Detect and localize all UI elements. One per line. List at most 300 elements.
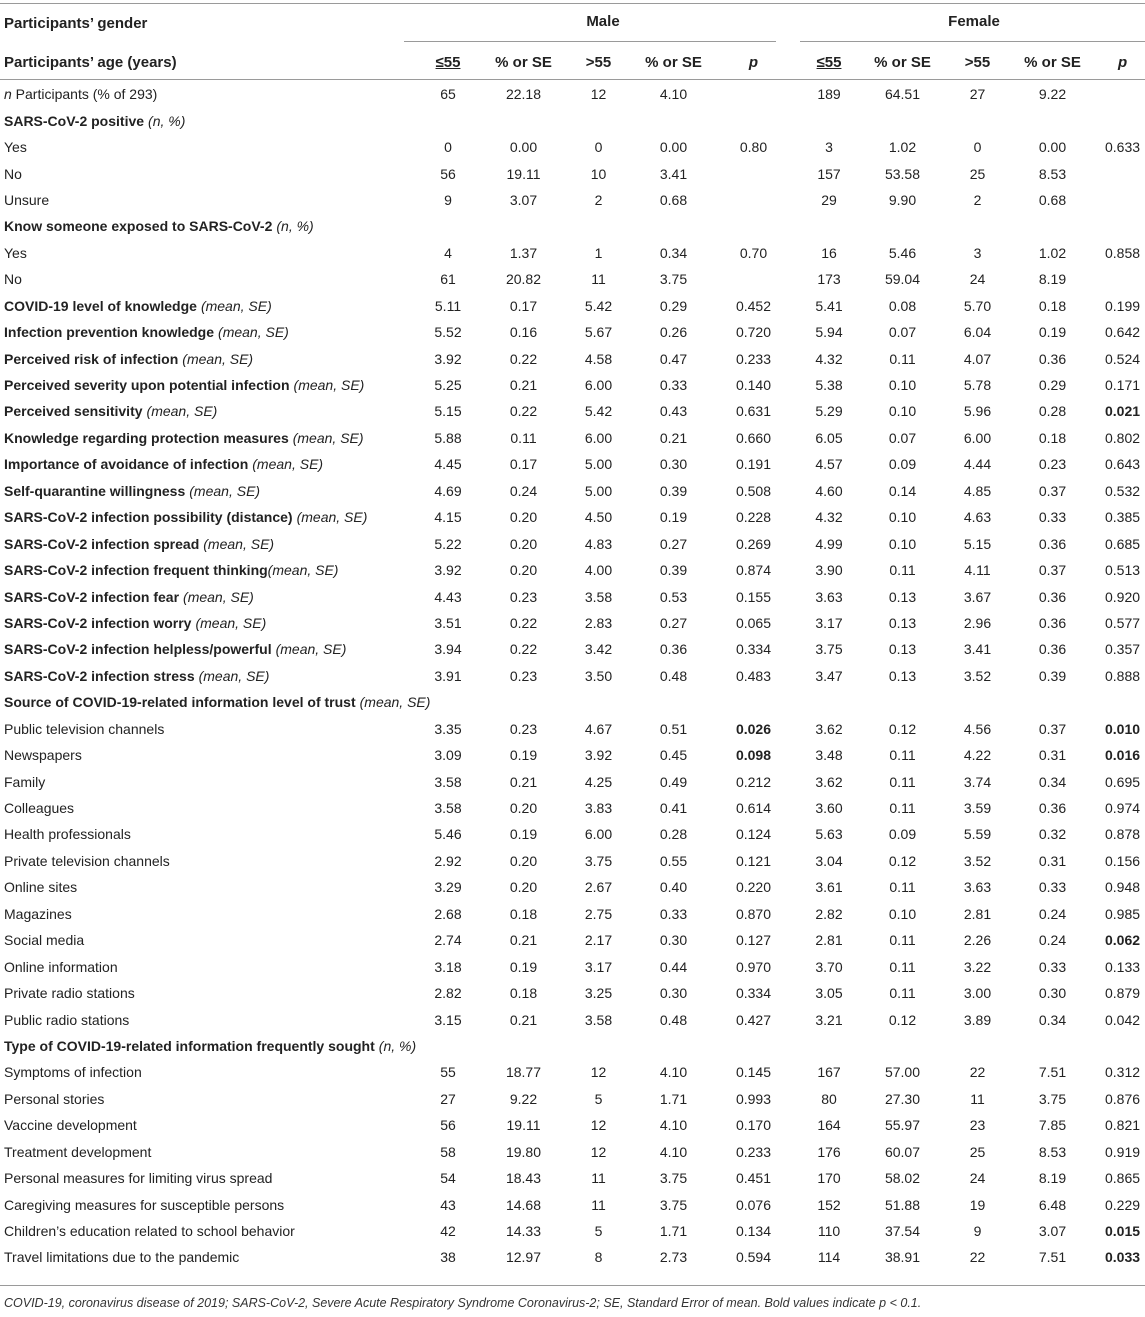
male-cell: 55	[440, 1064, 456, 1081]
female-cell: 0.13	[888, 667, 917, 684]
female-cell: 0.12	[888, 1011, 917, 1028]
male-cell: 0.00	[659, 139, 688, 156]
male-cell: 0.29	[659, 297, 688, 314]
female-cell: 0.33	[1038, 958, 1067, 975]
female-cell: 5.29	[815, 403, 843, 420]
female-cell: 0.229	[1105, 1196, 1141, 1213]
female-cell: 0.34	[1038, 773, 1067, 790]
female-cell: 0.33	[1038, 509, 1067, 526]
row-label: Social media	[4, 932, 85, 949]
male-cell: 0.228	[735, 509, 772, 526]
male-cell: 0.427	[735, 1011, 772, 1028]
female-cell: 0.10	[888, 377, 917, 394]
table-row	[0, 451, 1145, 477]
female-cell: 0.876	[1105, 1090, 1141, 1107]
female-cell: 0.11	[889, 350, 916, 367]
table-row	[0, 1086, 1145, 1112]
male-cell: 5.11	[434, 297, 462, 314]
female-col-pct1: % or SE	[874, 53, 931, 71]
male-cell: 0.334	[735, 985, 772, 1002]
male-cell: 3.58	[434, 773, 462, 790]
female-cell: 8.19	[1038, 271, 1067, 288]
male-cell: 0.451	[735, 1170, 772, 1187]
female-cell: 0.532	[1105, 482, 1141, 499]
row-label: No	[4, 165, 22, 182]
table-row	[0, 293, 1145, 319]
male-cell: 0.55	[659, 852, 688, 869]
male-cell: 3.29	[434, 879, 462, 896]
row-label: Private radio stations	[4, 985, 135, 1002]
male-group-rule	[404, 41, 776, 42]
male-cell: 14.33	[505, 1223, 542, 1240]
female-cell: 0.312	[1105, 1064, 1141, 1081]
table-top-rule	[0, 3, 1145, 4]
male-cell: 0.874	[735, 562, 772, 579]
male-cell: 1.37	[509, 244, 538, 261]
male-cell: 0.170	[735, 1117, 772, 1134]
male-cell: 0.660	[735, 429, 772, 446]
male-cell: 0.212	[735, 773, 772, 790]
female-cell: 3.75	[815, 641, 843, 658]
female-cell: 0.36	[1038, 535, 1067, 552]
male-cell: 3.75	[659, 1170, 688, 1187]
female-cell: 0.07	[888, 324, 917, 341]
male-cell: 5.42	[584, 297, 613, 314]
male-cell: 0.19	[659, 509, 688, 526]
male-cell: 43	[440, 1196, 456, 1213]
female-cell: 2.81	[963, 905, 992, 922]
female-cell: 0.11	[889, 879, 916, 896]
female-cell: 0.11	[889, 800, 916, 817]
male-cell: 0.20	[509, 509, 538, 526]
female-cell: 0.39	[1038, 667, 1067, 684]
male-cell: 3.58	[584, 588, 613, 605]
male-cell: 5.15	[434, 403, 462, 420]
male-cell: 0	[444, 139, 452, 156]
female-col-gt55: >55	[964, 53, 991, 71]
male-cell: 0.334	[735, 641, 772, 658]
female-cell: 0.577	[1105, 614, 1141, 631]
female-cell: 0.13	[888, 641, 917, 658]
female-cell: 25	[969, 165, 986, 182]
female-cell: 3.52	[963, 667, 992, 684]
female-cell	[1100, 160, 1145, 186]
male-cell: 3.92	[434, 350, 462, 367]
male-cell: 0.065	[735, 614, 772, 631]
table-row	[0, 1244, 1145, 1270]
female-cell: 0.11	[889, 985, 916, 1002]
female-cell: 170	[817, 1170, 841, 1187]
male-cell: 18.77	[505, 1064, 542, 1081]
male-cell: 0.191	[735, 456, 772, 473]
male-cell: 2.83	[584, 614, 613, 631]
female-cell: 9.90	[888, 191, 917, 208]
table-row	[0, 1139, 1145, 1165]
male-cell: 0.026	[735, 720, 772, 737]
male-cell: 2.75	[584, 905, 613, 922]
female-cell: 0.919	[1105, 1143, 1141, 1160]
male-col-p: p	[748, 53, 759, 71]
female-cell: 9.22	[1038, 86, 1067, 103]
table-row	[0, 953, 1145, 979]
female-cell: 0.695	[1105, 773, 1141, 790]
female-cell: 0.08	[888, 297, 917, 314]
female-cell: 4.07	[963, 350, 992, 367]
male-cell: 3.07	[509, 191, 538, 208]
male-cell: 0.098	[735, 747, 772, 764]
table-row	[0, 557, 1145, 583]
male-cell: 5.67	[584, 324, 613, 341]
male-cell: 3.09	[434, 747, 462, 764]
female-cell: 3.62	[815, 773, 843, 790]
male-cell	[721, 187, 786, 213]
male-cell: 0.44	[659, 958, 688, 975]
female-cell: 3.61	[815, 879, 843, 896]
row-label: Type of COVID-19-related information frequently sought (n, %)	[4, 1037, 417, 1054]
female-cell: 4.22	[963, 747, 992, 764]
male-cell: 6.00	[584, 429, 613, 446]
male-cell: 5.22	[434, 535, 462, 552]
female-cell: 0	[973, 139, 982, 156]
female-cell: 0.13	[888, 614, 917, 631]
female-cell: 19	[969, 1196, 986, 1213]
row-label: Symptoms of infection	[4, 1064, 142, 1081]
female-cell: 7.85	[1038, 1117, 1067, 1134]
female-group-rule	[800, 41, 1145, 42]
male-cell: 4.83	[584, 535, 613, 552]
row-label: Infection prevention knowledge (mean, SE)	[4, 324, 289, 341]
row-label: Know someone exposed to SARS-CoV-2 (n, %)	[4, 218, 314, 235]
male-cell: 0.27	[659, 614, 688, 631]
male-cell: 6.00	[584, 377, 613, 394]
female-col-le55: ≤55	[816, 53, 842, 71]
female-cell: 0.948	[1105, 879, 1141, 896]
female-cell: 0.19	[1038, 324, 1067, 341]
male-cell: 0.145	[735, 1064, 772, 1081]
table-row	[0, 821, 1145, 847]
female-cell: 1.02	[1038, 244, 1067, 261]
female-cell: 0.36	[1038, 614, 1067, 631]
female-cell: 164	[817, 1117, 841, 1134]
female-cell: 55.97	[884, 1117, 921, 1134]
female-cell: 5.15	[963, 535, 992, 552]
male-cell: 0.30	[659, 985, 688, 1002]
male-cell: 3.75	[584, 852, 613, 869]
male-cell: 0.631	[735, 403, 772, 420]
female-cell: 3.89	[963, 1011, 992, 1028]
row-label: Public television channels	[4, 720, 165, 737]
female-cell: 2	[973, 191, 982, 208]
male-cell: 12	[590, 1117, 607, 1134]
female-cell: 4.63	[963, 509, 992, 526]
female-cell: 0.00	[1038, 139, 1067, 156]
row-label: SARS-CoV-2 infection frequent thinking(mean, SE)	[4, 562, 339, 579]
female-cell: 25	[969, 1143, 986, 1160]
male-cell: 3.35	[434, 720, 462, 737]
table-row	[0, 927, 1145, 953]
male-cell: 5.00	[584, 456, 613, 473]
male-cell: 2.74	[434, 932, 462, 949]
table-row	[0, 1218, 1145, 1244]
male-cell: 0.22	[509, 641, 538, 658]
male-cell: 0.220	[735, 879, 772, 896]
male-cell: 3.75	[659, 271, 688, 288]
row-label: Perceived severity upon potential infection (mean, SE)	[4, 377, 365, 394]
female-cell: 0.24	[1038, 932, 1067, 949]
female-cell: 0.11	[889, 562, 916, 579]
male-cell: 54	[440, 1170, 456, 1187]
female-cell: 59.04	[884, 271, 921, 288]
female-cell: 4.56	[963, 720, 992, 737]
male-cell: 0.39	[659, 562, 688, 579]
male-cell: 5.25	[434, 377, 462, 394]
female-cell: 60.07	[884, 1143, 921, 1160]
female-cell: 0.016	[1105, 747, 1141, 764]
male-cell: 0.39	[659, 482, 688, 499]
male-cell: 0.33	[659, 377, 688, 394]
row-label: Newspapers	[4, 747, 82, 764]
table-footnote: COVID-19, coronavirus disease of 2019; SARS-CoV-2, Severe Acute Respiratory Syndrome Coronavirus-2; SE, Standard Error of mean. Bold values indicate p < 0.1.	[4, 1296, 922, 1310]
table-row	[0, 372, 1145, 398]
female-cell: 0.24	[1038, 905, 1067, 922]
male-cell: 0.23	[509, 667, 538, 684]
male-cell: 4.10	[659, 1143, 688, 1160]
female-cell: 3.67	[963, 588, 992, 605]
female-cell: 0.12	[888, 720, 917, 737]
header-row-age	[0, 43, 1145, 81]
female-cell: 53.58	[884, 165, 921, 182]
female-cell: 37.54	[884, 1223, 921, 1240]
male-cell: 0.124	[735, 826, 772, 843]
table-row	[0, 610, 1145, 636]
male-cell: 0.20	[509, 852, 538, 869]
male-cell: 22.18	[505, 86, 542, 103]
female-cell: 0.821	[1105, 1117, 1141, 1134]
female-cell: 0.23	[1038, 456, 1067, 473]
female-cell: 7.51	[1038, 1249, 1067, 1266]
male-cell: 0.45	[659, 747, 688, 764]
female-cell: 8.19	[1038, 1170, 1067, 1187]
row-label: Family	[4, 773, 46, 790]
female-cell: 5.46	[888, 244, 917, 261]
female-cell: 29	[821, 191, 837, 208]
row-label: Source of COVID-19-related information level of trust (mean, SE)	[4, 694, 431, 711]
row-label: COVID-19 level of knowledge (mean, SE)	[4, 297, 272, 314]
male-cell: 0.993	[735, 1090, 772, 1107]
table-row	[0, 266, 1145, 292]
row-label: Perceived risk of infection (mean, SE)	[4, 350, 254, 367]
row-label: Yes	[4, 244, 27, 261]
female-cell: 0.18	[1038, 429, 1067, 446]
table-row	[0, 187, 1145, 213]
female-cell	[1100, 266, 1145, 292]
header-bottom-rule	[0, 79, 1145, 80]
female-cell: 3.62	[815, 720, 843, 737]
male-cell: 3.51	[434, 614, 462, 631]
female-cell: 173	[817, 271, 841, 288]
male-cell: 1	[594, 244, 603, 261]
male-cell: 38	[440, 1249, 456, 1266]
male-cell: 0.20	[509, 800, 538, 817]
female-cell: 0.021	[1105, 403, 1141, 420]
female-cell: 176	[817, 1143, 841, 1160]
female-cell: 3.17	[815, 614, 843, 631]
female-cell: 3.21	[815, 1011, 843, 1028]
male-cell: 0.48	[659, 667, 688, 684]
female-cell: 0.985	[1105, 905, 1141, 922]
header-row-gender	[0, 0, 1145, 43]
female-cell: 64.51	[884, 86, 921, 103]
female-cell: 0.32	[1038, 826, 1067, 843]
table-row	[0, 319, 1145, 345]
female-cell: 6.05	[815, 429, 843, 446]
male-cell: 0.33	[659, 905, 688, 922]
male-cell: 2.17	[584, 932, 613, 949]
female-cell: 0.37	[1038, 482, 1067, 499]
female-cell: 3.59	[963, 800, 992, 817]
female-cell: 3.07	[1038, 1223, 1067, 1240]
male-cell: 4.69	[434, 482, 462, 499]
female-col-pct2: % or SE	[1024, 53, 1081, 71]
female-cell: 58.02	[884, 1170, 921, 1187]
female-cell: 0.865	[1105, 1170, 1141, 1187]
male-cell: 19.11	[506, 1117, 541, 1134]
table-row	[0, 160, 1145, 186]
female-cell: 0.11	[889, 958, 916, 975]
male-cell: 27	[440, 1090, 456, 1107]
male-cell: 3.91	[434, 667, 462, 684]
table-row	[0, 134, 1145, 160]
male-cell: 3.41	[659, 165, 688, 182]
row-label: Perceived sensitivity (mean, SE)	[4, 403, 218, 420]
male-cell: 65	[440, 86, 456, 103]
female-cell: 0.31	[1038, 747, 1067, 764]
female-cell: 4.99	[815, 535, 843, 552]
male-cell: 58	[440, 1143, 456, 1160]
row-label: Unsure	[4, 191, 50, 208]
row-label: Caregiving measures for susceptible persons	[4, 1196, 285, 1213]
male-cell: 12.97	[505, 1249, 542, 1266]
female-cell: 2.81	[815, 932, 843, 949]
male-cell: 19.11	[506, 165, 541, 182]
table-row	[0, 398, 1145, 424]
female-cell: 3.04	[815, 852, 843, 869]
male-cell: 5.00	[584, 482, 613, 499]
female-cell: 0.685	[1105, 535, 1141, 552]
table-row	[0, 583, 1145, 609]
female-cell: 0.29	[1038, 377, 1067, 394]
table-row	[0, 716, 1145, 742]
male-cell: 4.00	[584, 562, 613, 579]
female-cell: 6.00	[963, 429, 992, 446]
male-cell: 12	[590, 1064, 607, 1081]
female-cell: 4.85	[963, 482, 992, 499]
female-cell: 0.30	[1038, 985, 1067, 1002]
male-cell: 0.452	[735, 297, 772, 314]
row-label: SARS-CoV-2 infection stress (mean, SE)	[4, 667, 270, 684]
female-cell: 5.78	[963, 377, 992, 394]
female-cell: 3.60	[815, 800, 843, 817]
female-cell: 114	[817, 1249, 841, 1266]
table-row	[0, 1059, 1145, 1085]
female-cell: 0.010	[1105, 720, 1141, 737]
table-row	[0, 81, 1145, 107]
female-cell: 0.36	[1038, 641, 1067, 658]
male-cell: 0.53	[659, 588, 688, 605]
male-cell: 0.00	[509, 139, 538, 156]
male-cell: 1.71	[659, 1090, 688, 1107]
male-cell	[721, 81, 786, 107]
row-label: Health professionals	[4, 826, 131, 843]
gender-header-label: Participants’ gender	[4, 15, 148, 32]
male-cell: 61	[440, 271, 456, 288]
male-cell: 3.42	[584, 641, 613, 658]
female-cell: 38.91	[884, 1249, 921, 1266]
male-cell: 1.71	[659, 1223, 688, 1240]
male-cell: 0.68	[659, 191, 688, 208]
row-label: Online sites	[4, 879, 78, 896]
table-row	[0, 874, 1145, 900]
female-cell: 0.11	[889, 747, 916, 764]
female-cell: 4.32	[815, 350, 843, 367]
male-cell: 0.30	[659, 456, 688, 473]
female-cell: 152	[817, 1196, 841, 1213]
male-cell: 0.233	[735, 1143, 772, 1160]
female-cell: 80	[821, 1090, 837, 1107]
female-cell: 0.68	[1038, 191, 1067, 208]
female-cell: 0.36	[1038, 588, 1067, 605]
male-cell: 9	[444, 191, 452, 208]
male-cell: 0.40	[659, 879, 688, 896]
female-cell: 0.858	[1105, 244, 1141, 261]
female-cell: 0.524	[1105, 350, 1141, 367]
female-cell: 0.171	[1105, 377, 1141, 394]
male-cell: 4.43	[434, 588, 462, 605]
male-cell: 5.46	[434, 826, 462, 843]
male-header: Male	[586, 13, 620, 30]
female-cell: 0.042	[1105, 1011, 1141, 1028]
female-cell: 22	[969, 1249, 986, 1266]
female-cell: 0.878	[1105, 826, 1141, 843]
male-cell: 0.80	[739, 139, 768, 156]
male-cell: 0.22	[509, 614, 538, 631]
female-cell: 0.07	[888, 429, 917, 446]
male-cell: 0.20	[509, 535, 538, 552]
row-label: Personal stories	[4, 1090, 105, 1107]
male-cell: 3.92	[584, 747, 613, 764]
female-cell: 8.53	[1038, 165, 1067, 182]
female-cell: 4.32	[815, 509, 843, 526]
female-cell: 5.94	[815, 324, 843, 341]
male-cell: 0.21	[509, 773, 538, 790]
female-cell: 0.133	[1105, 958, 1141, 975]
male-cell: 0.48	[659, 1011, 688, 1028]
female-cell: 3.90	[815, 562, 843, 579]
row-label: SARS-CoV-2 infection possibility (distance) (mean, SE)	[4, 509, 368, 526]
female-cell: 0.09	[888, 456, 917, 473]
row-label: n Participants (% of 293)	[4, 86, 158, 103]
female-cell: 57.00	[884, 1064, 921, 1081]
table-row	[0, 425, 1145, 451]
female-cell: 24	[969, 1170, 986, 1187]
female-cell: 3	[825, 139, 833, 156]
male-cell: 3.50	[584, 667, 613, 684]
male-cell: 0.47	[659, 350, 688, 367]
table-row	[0, 848, 1145, 874]
female-cell: 0.28	[1038, 403, 1067, 420]
female-cell: 5.38	[815, 377, 843, 394]
row-label: Knowledge regarding protection measures (mean, SE)	[4, 429, 364, 446]
